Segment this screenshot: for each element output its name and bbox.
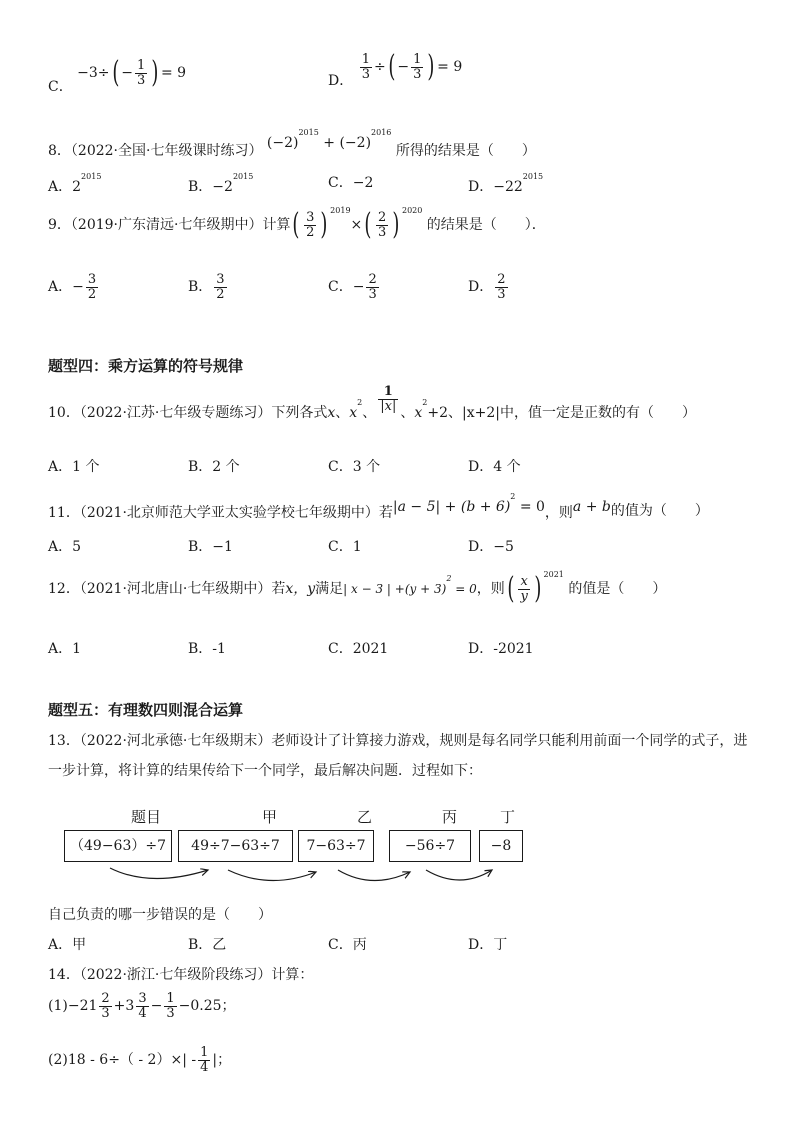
relay-box-jia: 49÷7−63÷7 [178,830,293,862]
q9-option-a: A．− $\frac{3}{2}$ [48,272,97,302]
q10-option-d: D．4 个 [468,459,521,475]
q8-option-c: C．−2 [328,175,374,191]
relay-label-ding: 丁 [500,808,516,826]
q13-option-b: B．乙 [188,937,227,953]
fraction: $\frac{1}{3}$ [413,51,422,82]
q8-option-a: A．$2^{2015}$ [48,172,102,195]
q10-option-a: A．1 个 [48,459,100,475]
q9-option-b: B． $\frac{3}{2}$ [188,272,225,302]
question-source: （2022·全国·七年级课时练习） [70,143,263,159]
q13-question: 自己负责的哪一步错误的是（ ） [48,907,272,923]
relay-box-title: （49−63）÷7 [64,830,172,862]
option-label: C． [48,79,73,95]
relay-label-jia: 甲 [262,808,278,826]
relay-box-yi: 7−63÷7 [298,830,374,862]
q8-stem: 8．（2022·全国·七年级课时练习） $(-2)^{2015} + (-2)^{2016}$ 所得的结果是（ ） [48,128,536,159]
arrow-bing-to-ding [426,870,492,880]
q9-stem: 9．（2019·广东清远·七年级期中）计算( $\frac{3}{2}$ ) $^{2019}$×( $\frac{2}{3}$ ) $^{2020}$ 的结果是（ ）． [48,206,546,242]
q12-option-a: A．1 [48,641,82,657]
fraction: $\frac{1}{|x|}$ [380,384,397,414]
question-suffix: 的结果是（ ）． [426,217,546,233]
relay-box-bing: −56÷7 [389,830,471,862]
arrow-yi-to-bing [338,870,410,881]
math-text: −3÷ [77,65,110,81]
q9-option-c: C．− $\frac{2}{3}$ [328,272,377,302]
q12-option-c: C．2021 [328,641,389,657]
section-heading-5: 题型五：有理数四则混合运算 [48,701,244,719]
arrow-jia-to-yi [228,870,316,881]
q13-line-2: 一步计算，将计算的结果传给下一个同学，最后解决问题．过程如下： [48,763,482,779]
question-number: 8． [48,143,71,159]
relay-arrows [0,860,800,892]
q11-option-d: D．−5 [468,539,514,555]
q14-part-2: (2)18 - 6÷（ - 2）×| - $\frac{1}{4}$ |； [48,1045,232,1075]
q10-option-b: B．2 个 [188,459,240,475]
math-text: = 9 [437,59,463,75]
q8-option-b: B．$-2^{2015}$ [188,172,254,195]
q11-option-a: A．5 [48,539,82,555]
relay-label-yi: 乙 [357,808,373,826]
q13-option-d: D．丁 [468,937,508,953]
relay-label-bing: 丙 [442,808,458,826]
q13-line-1: 13．（2022·河北承德·七年级期末）老师设计了计算接力游戏，规则是每名同学只能利用前面一个同学的式子，进 [48,733,748,749]
q7-option-d: D． $\frac{1}{3}$ ÷( − $\frac{1}{3}$ ) = 9 [328,49,463,89]
q12-stem: 12．（2021·河北唐山·七年级期中）若x，y满足| x − 3 | $+(y + 3)^2 = 0$，则( $\frac{x}{y}$ ) $^{2021}$ 的值是（ ） [48,570,667,606]
math-text: = 9 [161,65,187,81]
arrow-title-to-jia [110,868,208,879]
q14-stem: 14．（2022·浙江·七年级阶段练习）计算： [48,967,314,983]
relay-label-title: 题目 [131,808,162,826]
question-number: 9． [48,217,71,233]
fraction: $\frac{x}{y}$ [520,573,528,604]
fraction: $\frac{3}{2}$ [306,209,315,240]
option-label: D． [328,73,354,89]
q12-option-b: B．-1 [188,641,226,657]
q11-option-b: B．−1 [188,539,233,555]
q13-option-a: A．甲 [48,937,87,953]
q12-option-d: D．-2021 [468,641,534,657]
q10-option-c: C．3 个 [328,459,381,475]
math-text: ÷ [373,59,386,75]
fraction: $\frac{1}{3}$ [361,51,370,82]
q8-option-d: D．$-22^{2015}$ [468,172,544,195]
section-heading-4: 题型四：乘方运算的符号规律 [48,357,244,375]
fraction: $\frac{2}{3}$ [377,209,387,240]
fraction: $\frac{1}{3}$ [137,57,146,88]
question-source: （2019·广东清远·七年级期中）计算 [70,217,291,233]
q14-part-1: (1)−21 $\frac{2}{3}$ +3 $\frac{3}{4}$ − $\frac{1}{3}$ −0.25； [48,991,236,1021]
q9-option-d: D． $\frac{2}{3}$ [468,272,506,302]
q11-option-c: C．1 [328,539,362,555]
q13-option-c: C．丙 [328,937,367,953]
q10-stem: 10．（2022·江苏·七年级专题练习）下列各式x、$x^2$、 $\frac{1}{|x|}$ 、$x^2+2$、|x+2|中，值一定是正数的有（ ） [48,384,696,422]
relay-box-ding: −8 [479,830,523,862]
q7-option-c: C． −3÷( − $\frac{1}{3}$ ) = 9 [48,55,187,95]
q11-stem: 11．（2021·北京师范大学亚太实验学校七年级期中）若$|a - 5| + (b + 6)^2 = 0$，则a + b的值为（ ） [48,492,709,521]
question-suffix: 所得的结果是（ ） [395,143,536,159]
